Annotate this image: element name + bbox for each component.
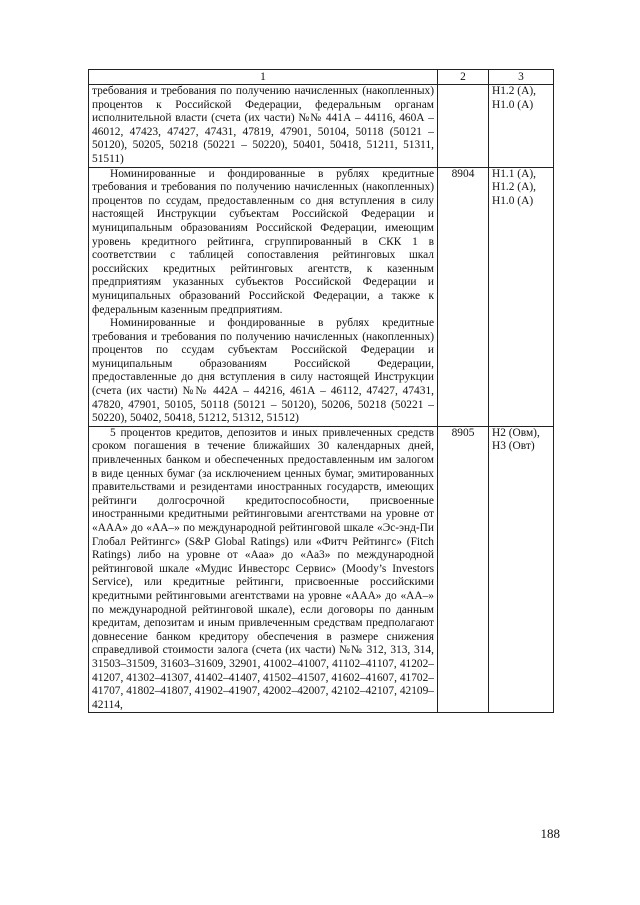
page-number: 188 <box>540 826 560 841</box>
column-header-1: 1 <box>89 70 438 85</box>
row-code: 8904 <box>438 167 489 426</box>
norm-item: Н1.1 (А), <box>492 167 536 180</box>
norm-item: Н1.0 (А) <box>492 194 534 207</box>
table-row <box>89 85 554 168</box>
norm-item: Н2 (Овм), <box>492 426 540 439</box>
row-paragraph: 5 процентов кредитов, депозитов и иных привлеченных средств сроком погашения в течение ближайших 30 календарных дней, привлеченных банком и обеспеченных предоставленным им залогом в виде ценных бумаг (за исключением ценных бумаг, эмитированных правительствами и резидентами иностранных государств, имеющих рейтинги долгосрочной кредитоспособности, присвоенные иностранными кредитными рейтинговыми агентствами на уровне от «ААА» до «АА–» по международной рейтинговой шкале «Эс-энд-Пи Глобал Рейтингс» (S&P Global Ratings) или «Фитч Рейтингс» (Fitch Ratings) либо на уровне от «Ааа» до «Аа3» по международной рейтинговой шкале «Мудис Инвесторс Сервис» (Moody’s Investors Service), или кредитные рейтинги, присвоенные российскими кредитными рейтинговыми агентствами на уровне «ААА» до «АА–» по международной рейтинговой шкале), если договоры по данным кредитам, депозитам и иным привлеченным средствам предполагают довнесение банком кредитору обеспечения в размере снижения справедливой стоимости залога (счета (их части) №№ 312, 313, 314, 31503–31509, 31603–31609, 32901, 41002–41007, 41102–41107, 41202–41207, 41302–41307, 41402–41407, 41502–41507, 41602–41607, 41702–41707, 41802–41807, 41902–41907, 42002–42007, 42102–42107, 42109–42114, <box>92 426 434 711</box>
row-paragraph: Номинированные и фондированные в рублях кредитные требования и требования по получению начисленных (накопленных) процентов по ссудам субъектам Российской Федерации и муниципальным образованиям Российской Федерации, предоставленные до дня вступления в силу настоящей Инструкции (счета (их части) №№ 442А – 44216, 461А – 46112, 47427, 47431, 47820, 47901, 50105, 50118 (50121 – 50120), 50206, 50218 (50221 – 50220), 50402, 50418, 51212, 51312, 51512) <box>92 317 434 425</box>
row-paragraph: Номинированные и фондированные в рублях кредитные требования и требования по получению начисленных (накопленных) процентов по ссудам, предоставленным со дня вступления в силу настоящей Инструкции субъектам Российской Федерации и муниципальным образованиям Российской Федерации, имеющим уровень кредитного рейтинга, сгруппированный в СКК 1 в соответствии с таблицей сопоставления рейтинговых шкал российских кредитных рейтинговых агентств, к казенным предприятиям указанных субъектов Российской Федерации и муниципальных образований Российской Федерации, а также к федеральным казенным предприятиям. <box>92 167 434 316</box>
norm-item: Н3 (Овт) <box>492 440 535 453</box>
row-description <box>89 426 438 712</box>
norm-item: Н1.2 (А), <box>492 85 536 97</box>
row-code: 8905 <box>438 426 489 712</box>
instruction-table <box>88 69 554 713</box>
row-description <box>89 85 438 168</box>
table-row <box>89 426 554 712</box>
row-norms <box>489 85 554 168</box>
row-code <box>438 85 489 168</box>
row-norms <box>489 167 554 426</box>
norm-item: Н1.2 (А), <box>492 181 536 194</box>
table-header-row <box>89 70 554 85</box>
column-header-3: 3 <box>489 70 554 85</box>
row-description <box>89 167 438 426</box>
norm-item: Н1.0 (А) <box>492 98 534 111</box>
table-row <box>89 167 554 426</box>
row-norms <box>489 426 554 712</box>
row-paragraph: требования и требования по получению начисленных (накопленных) процентов к Российской Федерации, федеральным органам исполнительной власти (счета (их части) №№ 441А – 44116, 460А – 46012, 47423, 47427, 47431, 47819, 47901, 50104, 50118 (50121 – 50120), 50205, 50218 (50221 – 50220), 50401, 50418, 51211, 51311, 51511) <box>92 85 434 165</box>
column-header-2: 2 <box>438 70 489 85</box>
